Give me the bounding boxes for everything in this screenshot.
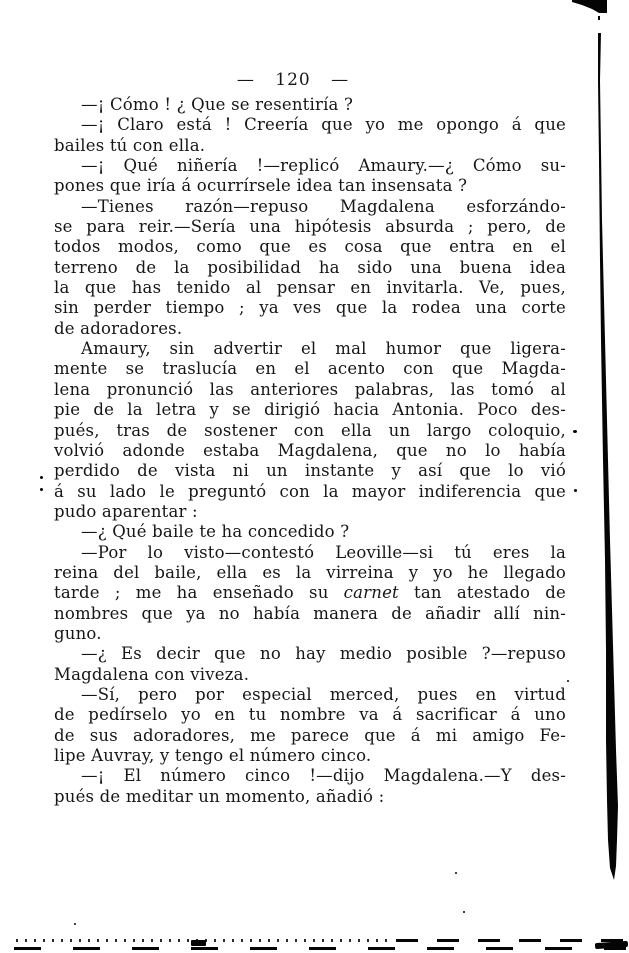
text-line: bailes tú con ella.	[54, 135, 206, 155]
text-line: nombres que ya no había manera de añadir allí nin-	[54, 603, 566, 623]
scan-speck	[455, 872, 457, 874]
text-line: —¡ El número cinco !—dijo Magdalena.—Y des-	[81, 766, 566, 786]
text-line: —¿ Es decir que no hay medio posible ?—repuso	[81, 644, 566, 664]
text-line: reina del baile, ella es la virreina y yo he llegado	[54, 562, 566, 582]
paragraph	[54, 543, 566, 645]
text-line: á su lado le preguntó con la mayor indiferencia que	[54, 481, 566, 501]
text-line: la que has tenido al pensar en invitarla. Ve, pues,	[54, 278, 566, 298]
text-line: pie de la letra y se dirigió hacia Antonia. Poco des-	[54, 400, 566, 420]
scan-speck	[40, 476, 43, 479]
text-line: pués de meditar un momento, añadió :	[54, 786, 385, 806]
text-line: sin perder tiempo ; ya ves que la rodea una corte	[54, 298, 566, 318]
text-line: pués, tras de sostener con ella un largo coloquio,	[54, 420, 566, 440]
text-line: se para reir.—Sería una hipótesis absurda ; pero, de	[54, 217, 566, 237]
paragraph	[54, 766, 566, 807]
paragraph	[54, 685, 566, 766]
text-line: —Sí, pero por especial merced, pues en virtud	[81, 684, 566, 704]
paragraph	[54, 339, 566, 522]
text-line: lena pronunció las anteriores palabras, las tomó al	[54, 379, 566, 399]
text-line: perdido de vista ni un instante y así que lo vió	[54, 461, 566, 481]
text-line: guno.	[54, 623, 102, 643]
text-line: terreno de la posibilidad ha sido una buena idea	[54, 257, 566, 277]
page-number-header: — 120 —	[236, 70, 350, 90]
paragraph	[54, 197, 566, 339]
paragraph	[54, 522, 566, 542]
scan-speck	[74, 923, 76, 925]
scan-speck	[567, 680, 569, 682]
text-line: tarde ; me ha enseñado su carnet tan atestado de	[54, 583, 566, 603]
scan-dash-row-long	[14, 947, 626, 950]
text-line: —Tienes razón—repuso Magdalena esforzándo-	[81, 196, 566, 216]
text-line: —Por lo visto—contestó Leoville—si tú eres la	[81, 542, 566, 562]
text-line: todos modos, como que es cosa que entra en el	[54, 237, 566, 257]
scan-ink-blot	[191, 940, 206, 946]
text-line: mente se traslucía en el acento con que Magda-	[54, 359, 566, 379]
text-line: pudo aparentar :	[54, 501, 198, 521]
scan-dash-row-short	[396, 939, 624, 942]
text-line: Amaury, sin advertir el mal humor que ligera-	[81, 339, 566, 359]
gutter-shadow	[570, 0, 629, 953]
paragraph	[54, 95, 566, 115]
scan-speck	[40, 488, 43, 491]
paragraph	[54, 644, 566, 685]
scan-speck	[463, 911, 465, 913]
text-block	[54, 95, 566, 807]
text-line: Magdalena con viveza.	[54, 664, 250, 684]
scan-speck	[573, 430, 577, 433]
text-line: de sus adoradores, me parece que á mi amigo Fe-	[54, 725, 566, 745]
text-line: —¡ Qué niñería !—replicó Amaury.—¿ Cómo su-	[81, 156, 566, 176]
text-line: —¡ Claro está ! Creería que yo me opongo á que	[81, 115, 566, 135]
text-line: pones que iría á ocurrírsele idea tan insensata ?	[54, 176, 468, 196]
text-line: —¿ Qué baile te ha concedido ?	[81, 522, 350, 542]
text-line: volvió adonde estaba Magdalena, que no lo había	[54, 440, 566, 460]
paragraph	[54, 115, 566, 156]
scan-speck	[574, 489, 577, 492]
text-line: —¡ Cómo ! ¿ Que se resentiría ?	[81, 95, 354, 114]
text-line: de adoradores.	[54, 318, 183, 338]
text-line: de pedírselo yo en tu nombre va á sacrificar á uno	[54, 705, 566, 725]
text-line: lipe Auvray, y tengo el número cinco.	[54, 746, 372, 765]
paragraph	[54, 156, 566, 197]
